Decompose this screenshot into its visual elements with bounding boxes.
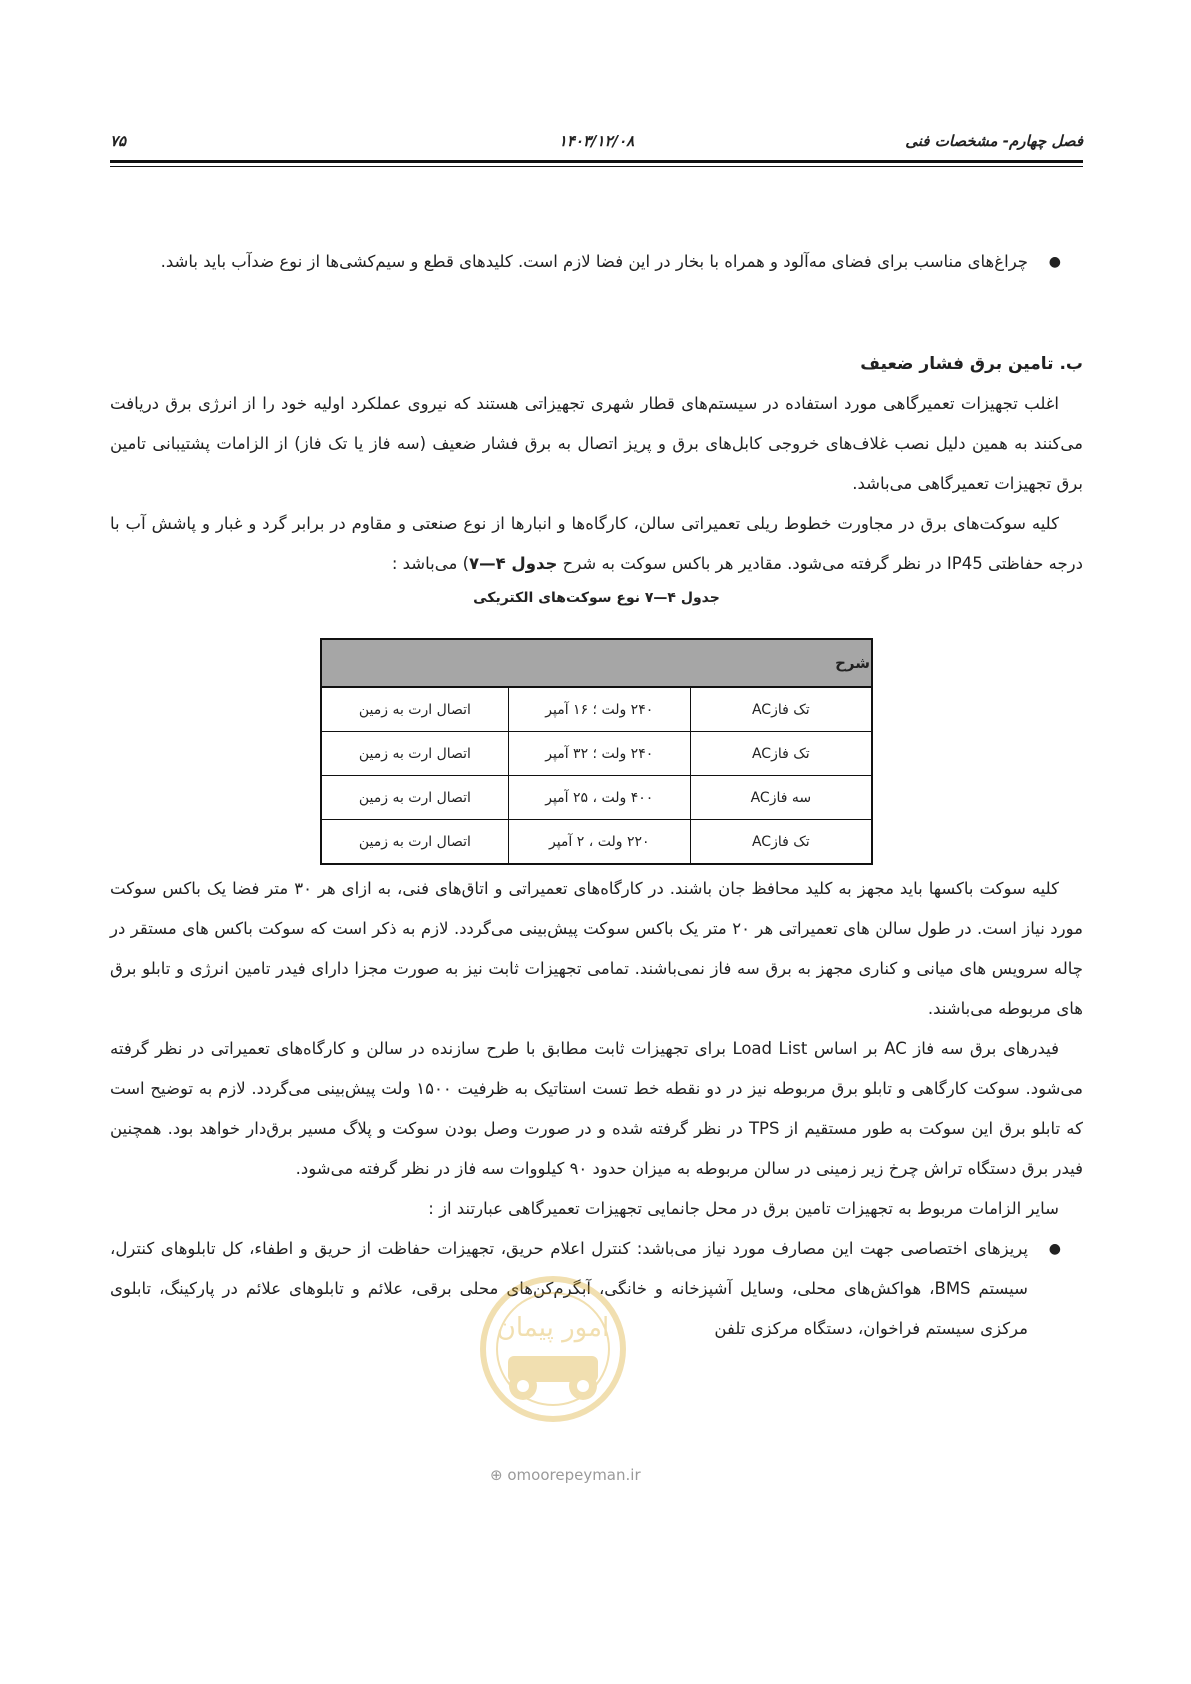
cell-ground: اتصال ارت به زمین bbox=[321, 776, 508, 820]
page-header bbox=[110, 128, 1083, 156]
socket-table bbox=[320, 638, 873, 865]
table-row bbox=[321, 732, 872, 776]
bullet-dot-icon: ● bbox=[1048, 1241, 1061, 1257]
cell-ground: اتصال ارت به زمین bbox=[321, 687, 508, 732]
cell-rating: ۲۲۰ ولت ، ۲ آمپر bbox=[508, 820, 690, 865]
bullet-dot-icon: ● bbox=[1048, 254, 1061, 270]
paragraph: اغلب تجهیزات تعمیرگاهی مورد استفاده در سیستم‌های قطار شهری تجهیزاتی هستند که نیروی عملکرد اولیه خود را از انرژی برق دریافت می‌کنند به همین دلیل نصب غلاف‌های خروجی کابل‌های برق و پریز اتصال به برق فشار ضعیف (سه فاز یا تک فاز) از الزامات پشتیبانی تامین برق تجهیزات تعمیرگاهی می‌باشد. bbox=[110, 394, 1083, 493]
table-row bbox=[321, 820, 872, 865]
table-container bbox=[110, 638, 1083, 865]
watermark-url-text: omoorepeyman.ir bbox=[507, 1466, 641, 1484]
table-row bbox=[321, 687, 872, 732]
bullet-item bbox=[110, 1229, 1083, 1349]
paragraph: فیدرهای برق سه فاز AC بر اساس Load List برای تجهیزات ثابت مطابق با طرح سازنده در سالن و کارگاه‌های تعمیراتی در نظر گرفته می‌شود. سوکت کارگاهی و تابلو برق مربوطه نیز در دو نقطه خط تست استاتیک به ظرفیت ۱۵۰۰ ولت پیش‌بینی می‌گردد. لازم به توضیح است که تابلو برق این سوکت به طور مستقیم از TPS در نظر گرفته شده و در صورت وصل بودن سوکت و پلاگ مسیر برق‌دار خواهد بود. همچنین فیدر برق دستگاه تراش چرخ زیر زمینی در سالن مربوطه به میزان حدود ۹۰ کیلووات سه فاز در نظر گرفته می‌شود. bbox=[110, 1039, 1084, 1178]
cell-ground: اتصال ارت به زمین bbox=[321, 820, 508, 865]
cell-phase: تک فازAC bbox=[690, 732, 872, 776]
bullet-item bbox=[110, 242, 1083, 282]
bullet-text: پریزهای اختصاصی جهت این مصارف مورد نیاز می‌باشد: کنترل اعلام حریق، تجهیزات حفاظت از حریق و اطفاء، کل تابلوهای کنترل، سیستم BMS، هواکش‌های محلی، وسایل آشپزخانه و خانگی، آبگرم‌کن‌های محلی برقی، علائم و تابلوهای علائم در پارکینگ، تابلوی مرکزی سیستم فراخوان، دستگاه مرکزی تلفن bbox=[110, 1239, 1028, 1338]
paragraph-text: ) می‌باشد : bbox=[391, 554, 470, 573]
header-date: ۱۴۰۳/۱۲/۰۸ bbox=[558, 132, 635, 150]
paragraph: سایر الزامات مربوط به تجهیزات تامین برق در محل جانمایی تجهیزات تعمیرگاهی عبارتند از : bbox=[428, 1199, 1059, 1218]
table-row bbox=[321, 776, 872, 820]
table-reference: جدول ۴—۷ bbox=[469, 554, 558, 573]
chapter-title: فصل چهارم- مشخصات فنی bbox=[905, 132, 1083, 150]
page-body bbox=[110, 242, 1083, 1349]
paragraph-text: کلیه سوکت‌های برق در مجاورت خطوط ریلی تعمیراتی سالن، کارگاه‌ها و انبارها از نوع صنعتی و مقاوم در برابر گرد و غبار و پاشش آب با درجه حفاظتی IP45 در نظر گرفته می‌شود. مقادیر هر باکس سوکت به شرح bbox=[110, 514, 1083, 573]
section-heading: ب. تامین برق فشار ضعیف bbox=[860, 354, 1083, 374]
cell-phase: تک فازAC bbox=[690, 687, 872, 732]
header-rule-thin bbox=[110, 166, 1083, 167]
cell-rating: ۴۰۰ ولت ، ۲۵ آمپر bbox=[508, 776, 690, 820]
header-rule-thick bbox=[110, 160, 1083, 163]
watermark-logo-text: امور پیمان bbox=[496, 1313, 610, 1343]
table-caption: جدول ۴—۷ نوع سوکت‌های الکتریکی bbox=[473, 590, 720, 606]
cell-phase: تک فازAC bbox=[690, 820, 872, 865]
cell-phase: سه فازAC bbox=[690, 776, 872, 820]
table-header: شرح bbox=[321, 639, 872, 687]
cell-rating: ۲۴۰ ولت ؛ ۱۶ آمپر bbox=[508, 687, 690, 732]
paragraph bbox=[110, 504, 1083, 584]
cell-rating: ۲۴۰ ولت ؛ ۳۲ آمپر bbox=[508, 732, 690, 776]
bullet-text: چراغ‌های مناسب برای فضای مه‌آلود و همراه با بخار در این فضا لازم است. کلیدهای قطع و سیم‌کشی‌ها از نوع ضدآب باید باشد. bbox=[160, 252, 1028, 271]
paragraph: کلیه سوکت باکسها باید مجهز به کلید محافظ جان باشند. در کارگاه‌های تعمیراتی و اتاق‌های فنی، به ازای هر ۳۰ متر فضا یک باکس سوکت مورد نیاز است. در طول سالن های تعمیراتی هر ۲۰ متر یک باکس سوکت پیش‌بینی می‌گردد. لازم به ذکر است که سوکت باکس های مستقر در چاله سرویس های میانی و کناری مجهز به برق سه فاز نمی‌باشند. تمامی تجهیزات ثابت نیز به صورت مجزا دارای فیدر تامین انرژی و تابلو برق های مربوطه می‌باشند. bbox=[110, 879, 1083, 1018]
cell-ground: اتصال ارت به زمین bbox=[321, 732, 508, 776]
page-number: ۷۵ bbox=[110, 132, 127, 150]
watermark-url bbox=[490, 1466, 641, 1484]
watermark-globe-icon: ⊕ bbox=[490, 1466, 503, 1484]
